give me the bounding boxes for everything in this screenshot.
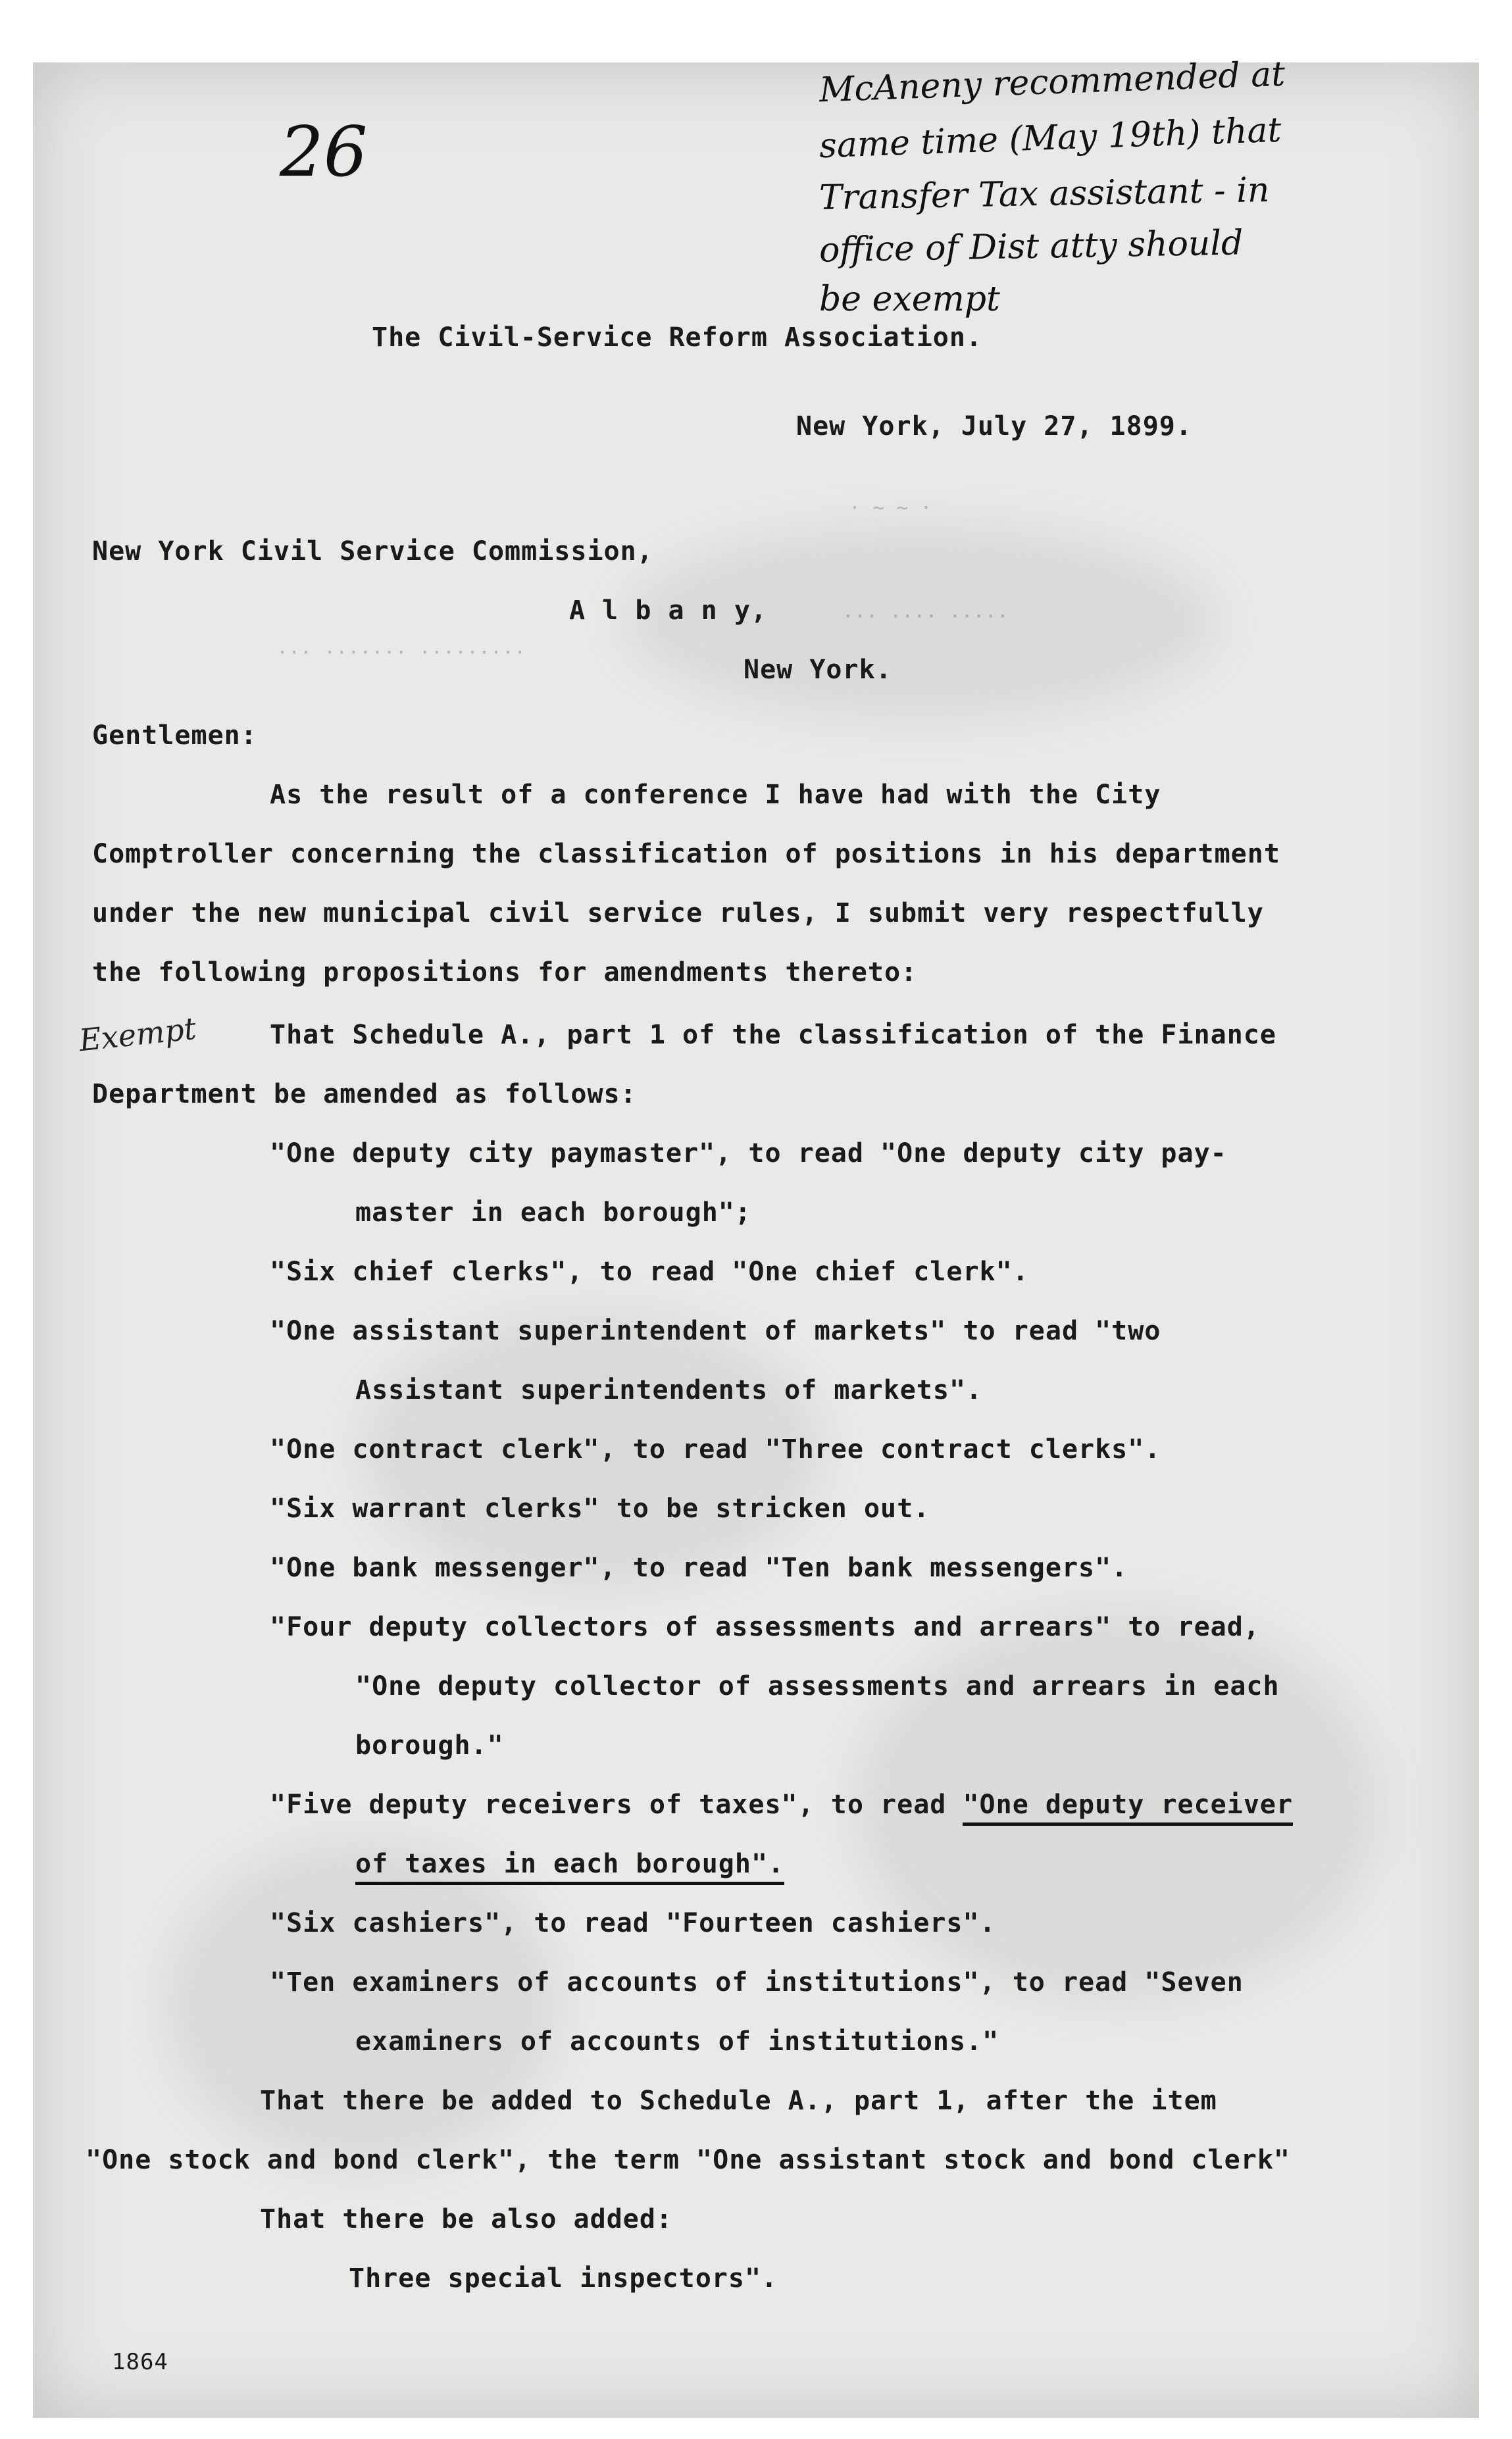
paragraph-line: under the new municipal civil service rules, I submit very respectfully	[92, 898, 1264, 928]
paragraph-line: That there be also added:	[260, 2204, 673, 2234]
paragraph-line: That there be added to Schedule A., part 1, after the item	[260, 2086, 1217, 2116]
amendment-item: "Six chief clerks", to read "One chief clerk".	[270, 1257, 1029, 1287]
handwritten-note-line: McAneny recommended at	[819, 54, 1286, 111]
amendment-item-continued: borough."	[355, 1730, 504, 1761]
paragraph-line: "One stock and bond clerk", the term "One assistant stock and bond clerk"	[86, 2145, 1290, 2175]
address-city: A l b a n y,	[569, 595, 767, 626]
paragraph-line: That Schedule A., part 1 of the classification of the Finance	[270, 1020, 1277, 1050]
amendment-item: "Four deputy collectors of assessments and arrears" to read,	[270, 1612, 1260, 1642]
amendment-item: "One contract clerk", to read "Three contract clerks".	[270, 1434, 1161, 1465]
amendment-item-continued: Assistant superintendents of markets".	[355, 1375, 983, 1405]
underlined-text: "One deputy receiver	[963, 1790, 1293, 1826]
amendment-item: "One deputy city paymaster", to read "One deputy city pay-	[270, 1138, 1227, 1169]
address-state: New York.	[743, 655, 892, 685]
dateline: New York, July 27, 1899.	[796, 411, 1192, 441]
amendment-item: "Six cashiers", to read "Fourteen cashiers".	[270, 1908, 996, 1938]
handwritten-note-line: office of Dist atty should	[819, 223, 1244, 270]
paragraph-line: As the result of a conference I have had with the City	[270, 780, 1161, 810]
amendment-item: "Six warrant clerks" to be stricken out.	[270, 1494, 930, 1524]
amendment-item-continued: examiners of accounts of institutions."	[355, 2026, 999, 2057]
page-number: 26	[280, 112, 368, 192]
amendment-text: "Five deputy receivers of taxes", to read	[270, 1790, 963, 1820]
amendment-item-continued: "One deputy collector of assessments and arrears in each	[355, 1671, 1280, 1701]
paragraph-line: Three special inspectors".	[349, 2263, 778, 2294]
paragraph-line: Comptroller concerning the classification of positions in his department	[92, 839, 1280, 869]
amendment-item-continued: master in each borough";	[355, 1197, 751, 1228]
underlined-text: of taxes in each borough".	[355, 1849, 784, 1885]
archive-number: 1864	[112, 2349, 168, 2375]
handwritten-note-line: Transfer Tax assistant - in	[819, 170, 1270, 218]
handwritten-note-line: be exempt	[819, 280, 1000, 319]
paragraph-line: the following propositions for amendments thereto:	[92, 957, 918, 988]
amendment-item-continued	[355, 1849, 784, 1879]
handwritten-note-line: same time (May 19th) that	[819, 110, 1282, 166]
address-line: New York Civil Service Commission,	[92, 536, 653, 566]
amendment-item: "One bank messenger", to read "Ten bank messengers".	[270, 1553, 1128, 1583]
amendment-item: "One assistant superintendent of markets" to read "two	[270, 1316, 1161, 1346]
document-page	[33, 63, 1479, 2418]
margin-note: Exempt	[77, 1010, 198, 1059]
salutation: Gentlemen:	[92, 720, 257, 751]
amendment-item	[270, 1790, 1293, 1820]
letterhead-title: The Civil-Service Reform Association.	[372, 322, 983, 353]
amendment-item: "Ten examiners of accounts of institutions", to read "Seven	[270, 1967, 1244, 1998]
paragraph-line: Department be amended as follows:	[92, 1079, 637, 1109]
